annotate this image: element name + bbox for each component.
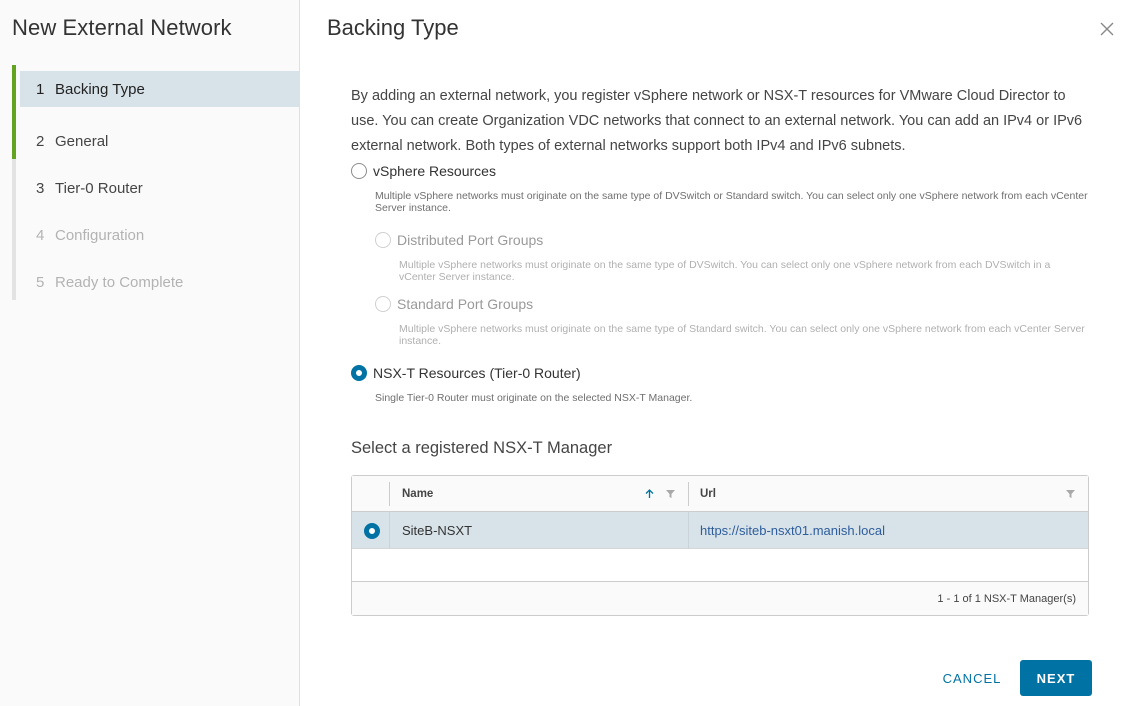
- step-ready-to-complete: [20, 259, 299, 306]
- close-icon: [1096, 18, 1118, 40]
- step-progress-rail: [12, 65, 16, 300]
- step-label: Backing Type: [55, 80, 145, 98]
- vsphere-help-text: Multiple vSphere networks must originate on the same type of DVSwitch or Standard switch. You can select only one vSphere network from each vCenter Server instance.: [375, 190, 1088, 214]
- wizard-title: New External Network: [12, 15, 232, 40]
- step-number: 3: [36, 180, 45, 197]
- radio-label: NSX-T Resources (Tier-0 Router): [373, 365, 581, 381]
- column-separator: [688, 482, 689, 506]
- step-label: General: [55, 133, 109, 150]
- filter-icon[interactable]: [665, 488, 676, 499]
- page-title: Backing Type: [327, 15, 459, 40]
- spg-help-text: Multiple vSphere networks must originate on the same type of Standard switch. You can select only one vSphere network from each vCenter Server instance.: [399, 323, 1085, 347]
- nsxt-help-text: Single Tier-0 Router must originate on the selected NSX-T Manager.: [375, 392, 693, 404]
- step-configuration: [20, 212, 299, 259]
- manager-section-title: Select a registered NSX-T Manager: [351, 439, 613, 457]
- cancel-button[interactable]: CANCEL: [932, 661, 1012, 695]
- radio-button: [375, 232, 391, 248]
- nsxt-manager-grid: [351, 475, 1089, 616]
- grid-footer: [352, 582, 1088, 615]
- step-number: 5: [36, 274, 45, 291]
- intro-text: By adding an external network, you register vSphere network or NSX-T resources for VMware Cloud Director to use. You can create Organization VDC networks that connect to an external network. You can add an IPv4 or IPv6 external network. Both types of external networks support both IPv4 and IPv6 subnets.: [351, 88, 1083, 154]
- sort-ascending-icon[interactable]: [644, 488, 655, 499]
- radio-distributed-port-groups: [375, 232, 543, 248]
- wizard-steps: [20, 71, 299, 306]
- step-label: Tier-0 Router: [55, 180, 143, 197]
- row-select-radio[interactable]: [364, 523, 380, 539]
- step-number: 1: [36, 80, 45, 98]
- step-backing-type[interactable]: [20, 71, 299, 107]
- radio-nsxt-resources[interactable]: [351, 365, 581, 381]
- column-header-url[interactable]: Url: [700, 488, 716, 500]
- radio-label: Distributed Port Groups: [397, 232, 544, 248]
- step-general[interactable]: [20, 118, 299, 165]
- step-progress-completed: [12, 65, 16, 159]
- column-separator: [389, 512, 390, 549]
- next-button[interactable]: NEXT: [1020, 660, 1092, 696]
- step-tier0-router[interactable]: [20, 165, 299, 212]
- step-number: 2: [36, 133, 45, 150]
- radio-standard-port-groups: [375, 296, 533, 312]
- filter-icon[interactable]: [1065, 488, 1076, 499]
- radio-vsphere-resources[interactable]: [351, 163, 496, 179]
- column-header-name[interactable]: Name: [402, 488, 434, 500]
- pagination-summary: 1 - 1 of 1 NSX-T Manager(s): [937, 593, 1076, 605]
- step-label: Ready to Complete: [55, 274, 184, 291]
- radio-button-checked[interactable]: [351, 365, 367, 381]
- wizard-sidebar: [0, 0, 300, 706]
- radio-label: Standard Port Groups: [397, 296, 534, 312]
- cell-name: SiteB-NSXT: [402, 523, 473, 538]
- radio-label: vSphere Resources: [373, 163, 496, 179]
- radio-button: [375, 296, 391, 312]
- column-separator: [389, 482, 390, 506]
- step-number: 4: [36, 227, 45, 244]
- dpg-help-text: Multiple vSphere networks must originate on the same type of DVSwitch. You can select only one vSphere network from each DVSwitch in a vCenter Server instance.: [399, 259, 1051, 283]
- column-separator: [688, 512, 689, 549]
- close-button[interactable]: [1096, 18, 1118, 40]
- grid-empty-area: [352, 549, 1088, 582]
- table-row[interactable]: [352, 512, 1088, 549]
- wizard-content: [300, 0, 1128, 706]
- step-label: Configuration: [55, 227, 145, 244]
- cell-url-link[interactable]: https://siteb-nsxt01.manish.local: [700, 523, 885, 538]
- radio-button[interactable]: [351, 163, 367, 179]
- grid-header: [352, 476, 1088, 512]
